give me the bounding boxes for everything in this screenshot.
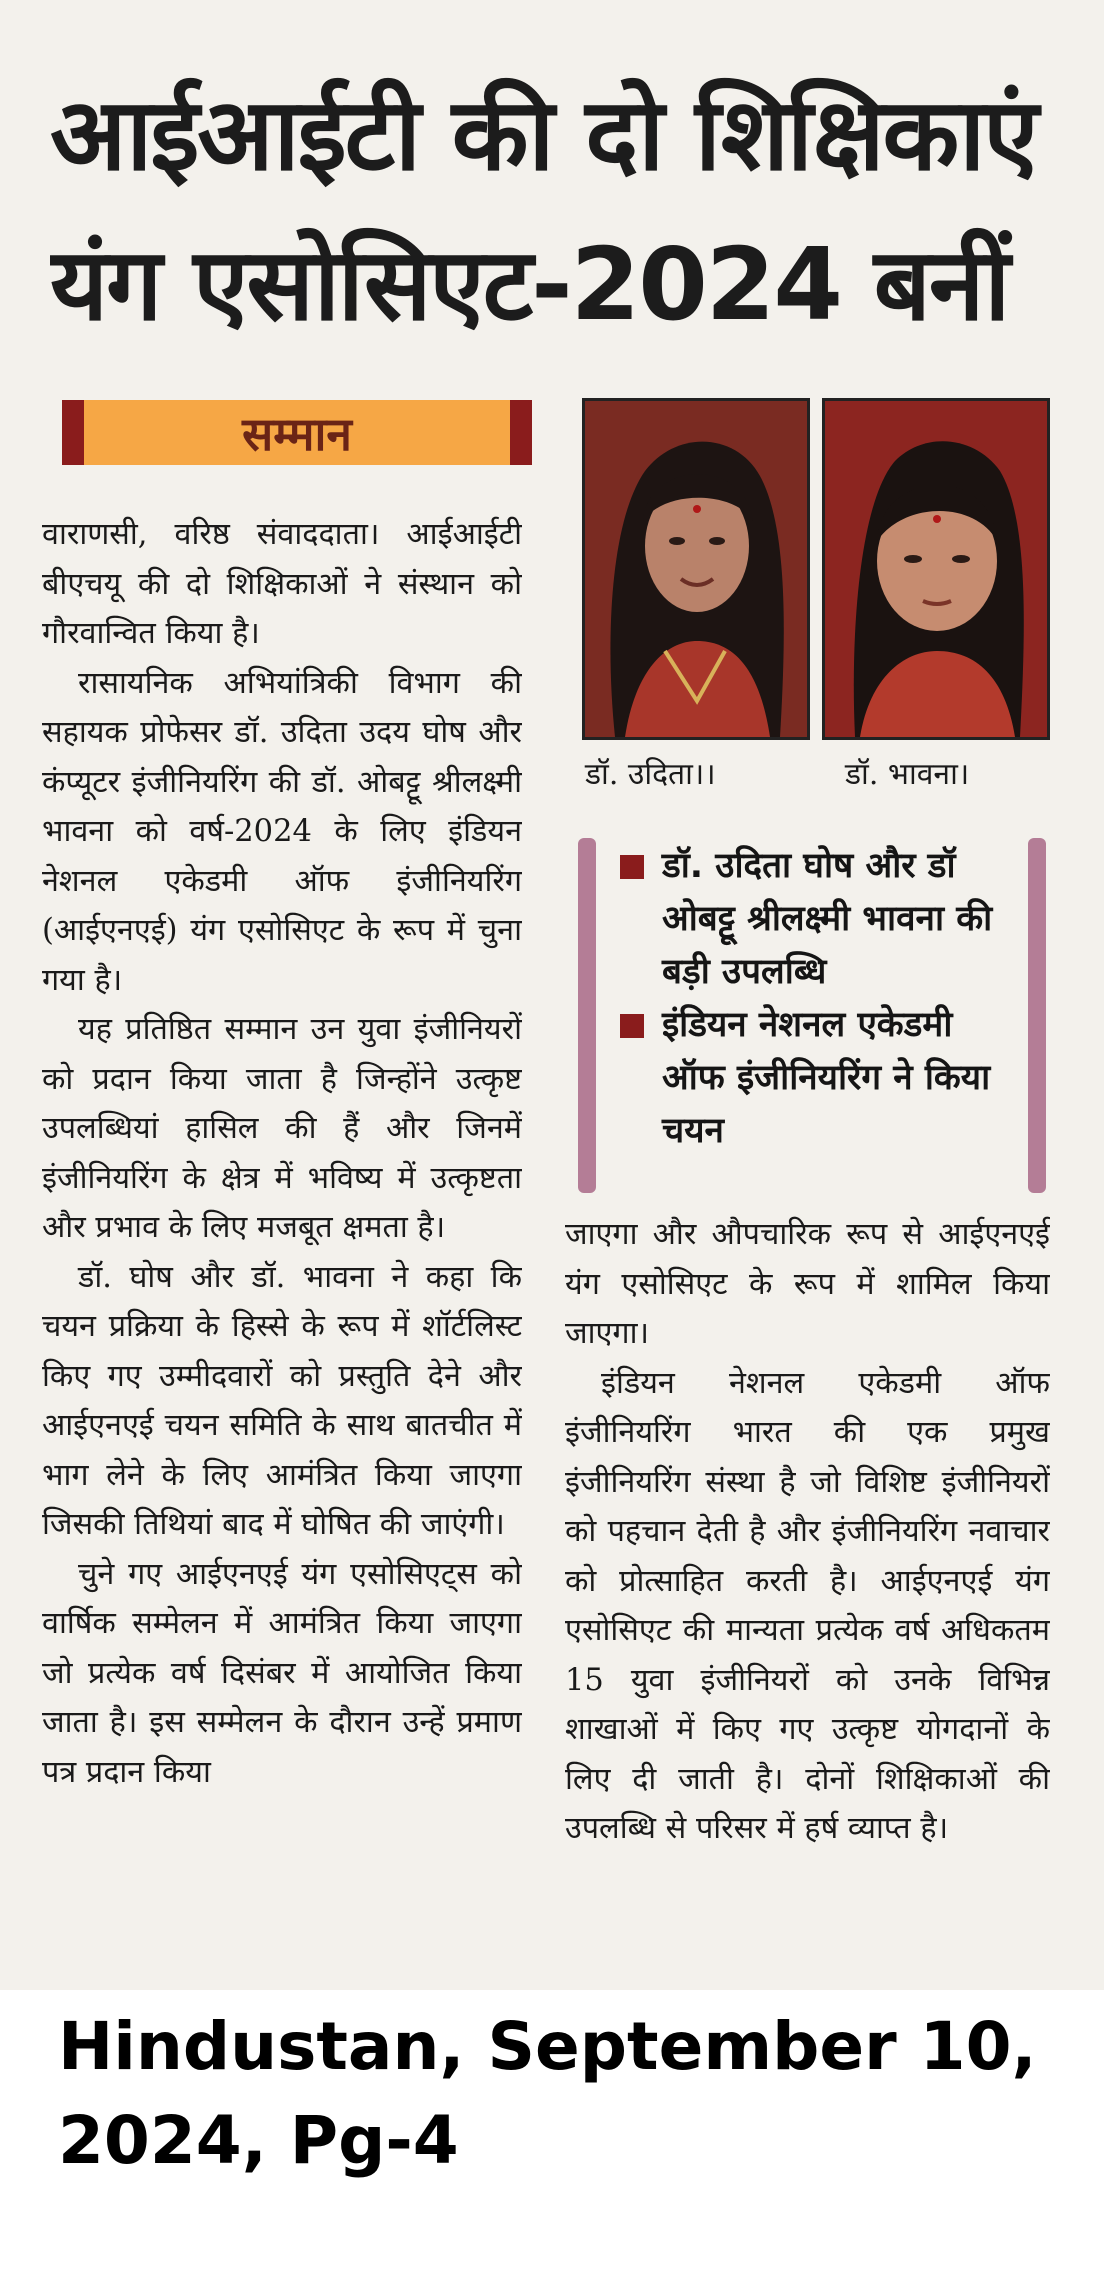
highlight-bar-left	[578, 838, 596, 1193]
highlight-text: डॉ. उदिता घोष और डॉ ओबट्टू श्रीलक्ष्मी भावना की बड़ी उपलब्धि	[662, 846, 993, 992]
paragraph-dateline: वाराणसी, वरिष्ठ संवाददाता। आईआईटी बीएचयू की दो शिक्षिकाओं ने संस्थान को गौरवान्वित किया है।	[42, 517, 522, 651]
highlight-item	[620, 840, 1020, 999]
highlight-bar-right	[1028, 838, 1046, 1193]
paragraph: चुने गए आईएनएई यंग एसोसिएट्स को वार्षिक सम्मेलन में आमंत्रित किया जाएगा जो प्रत्येक वर्ष दिसंबर में आयोजित किया जाता है। इस सम्मेलन के दौरान उन्हें प्रमाण पत्र प्रदान किया	[42, 1556, 522, 1790]
headline-line-1: आईआईटी की दो शिक्षिकाएं	[50, 76, 1037, 193]
portrait-udita-image	[585, 401, 807, 737]
square-bullet-icon	[620, 855, 644, 879]
paragraph: इंडियन नेशनल एकेडमी ऑफ इंजीनियरिंग भारत की एक प्रमुख इंजीनियरिंग संस्था है जो विशिष्ट इंजीनियरों को पहचान देती है और इंजीनियरिंग नवाचार को प्रोत्साहित करती है। आईएनएई यंग एसोसिएट की मान्यता प्रत्येक वर्ष अधिकतम 15 युवा इंजीनियरों को उनके विभिन्न शाखाओं में किए गए उत्कृष्ट योगदानों के लिए दी जाती है। दोनों शिक्षिकाओं की उपलब्धि से परिसर में हर्ष व्याप्त है।	[565, 1365, 1050, 1846]
paragraph: डॉ. घोष और डॉ. भावना ने कहा कि चयन प्रक्रिया के हिस्से के रूप में शॉर्टलिस्ट किए गए उम्मीदवारों को प्रस्तुति देने और आईएनएई चयन समिति के साथ बातचीत में भाग लेने के लिए आमंत्रित किया जाएगा जिसकी तिथियां बाद में घोषित की जाएंगी।	[42, 1259, 522, 1542]
highlight-box	[578, 838, 1046, 1193]
portrait-bhavna-image	[825, 401, 1047, 737]
headline	[50, 60, 1060, 360]
kicker-label: सम्मान	[242, 406, 352, 461]
portrait-udita	[582, 398, 810, 740]
highlight-text: इंडियन नेशनल एकेडमी ऑफ इंजीनियरिंग ने किया चयन	[662, 1005, 991, 1151]
portrait-bhavna	[822, 398, 1050, 740]
photo-caption-udita: डॉ. उदिता।।	[585, 757, 716, 792]
highlight-item	[620, 999, 1020, 1158]
paragraph-continued: जाएगा और औपचारिक रूप से आईएनएई यंग एसोसिएट के रूप में शामिल किया जाएगा।	[565, 1217, 1050, 1351]
section-kicker	[62, 400, 532, 465]
paragraph: यह प्रतिष्ठित सम्मान उन युवा इंजीनियरों को प्रदान किया जाता है जिन्होंने उत्कृष्ट उपलब्धियां हासिल की हैं और जिनमें इंजीनियरिंग के क्षेत्र में भविष्य में उत्कृष्टता और प्रभाव के लिए मजबूत क्षमता है।	[42, 1012, 522, 1245]
paragraph: रासायनिक अभियांत्रिकी विभाग की सहायक प्रोफेसर डॉ. उदिता उदय घोष और कंप्यूटर इंजीनियरिंग की डॉ. ओबट्टू श्रीलक्ष्मी भावना को वर्ष-2024 के लिए इंडियन नेशनल एकेडमी ऑफ इंजीनियरिंग (आईएनएई) यंग एसोसिएट के रूप में चुना गया है।	[42, 665, 522, 998]
square-bullet-icon	[620, 1014, 644, 1038]
photo-caption-bhavna: डॉ. भावना।	[845, 757, 970, 792]
source-citation: Hindustan, September 10, 2024, Pg-4	[58, 2008, 1037, 2179]
left-column	[42, 510, 522, 1970]
highlight-list	[620, 840, 1020, 1158]
headline-line-2: यंग एसोसिएट-2024 बनीं	[50, 226, 1009, 343]
right-column	[565, 1210, 1050, 1970]
